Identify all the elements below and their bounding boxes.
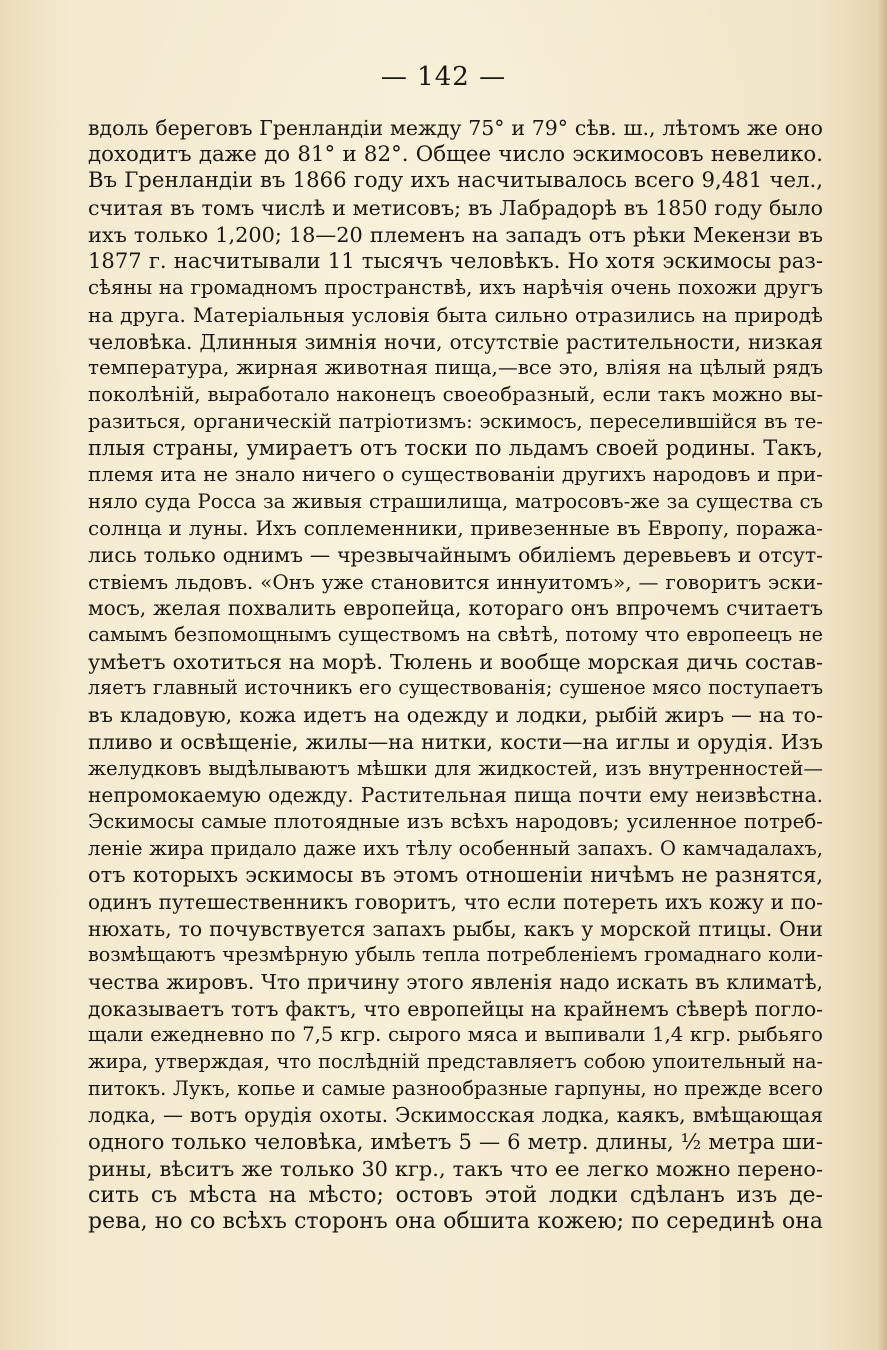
text-line: желудковъ выдѣлываютъ мѣшки для жидкостей, изъ внутренностей— [88,756,823,780]
text-line: ствіемъ льдовъ. «Онъ уже становится иннуитомъ», — говоритъ эски- [88,569,823,594]
text-line: температура, жирная животная пища,—все это, вліяя на цѣлый рядъ [88,356,823,380]
text-line: рева, но со всѣхъ сторонъ она обшита кожею; по серединѣ она [88,1209,823,1235]
text-line: сѣяны на громадномъ пространствѣ, ихъ нарѣчія очень похожи другъ [88,276,823,300]
text-line: доходитъ даже до 81° и 82°. Общее число эскимосовъ невелико. [88,141,823,167]
text-line: питокъ. Лукъ, копье и самые разнообразные гарпуны, но прежде всего [88,1076,823,1100]
text-line: на друга. Матеріальныя условія быта сильно отразились на природѣ [88,302,823,327]
page-number: — 142 — [380,62,507,92]
text-line: поколѣній, выработало наконецъ своеобразный, если такъ можно вы- [88,382,823,406]
text-line: нюхать, то почувствуется запахъ рыбы, какъ у морской птицы. Они [88,916,823,941]
text-line: няло суда Росса за живыя страшилища, матросовъ-же за существа съ [88,489,823,513]
text-line: отъ которыхъ эскимосы въ этомъ отношеніи ничѣмъ не разнятся, [88,863,823,888]
text-line: пливо и освѣщеніе, жилы—на нитки, кости—на иглы и орудія. Изъ [88,729,823,754]
text-line: племя ита не знало ничего о существованіи другихъ народовъ и при- [88,462,823,486]
page-edge-shadow [877,0,887,1350]
text-line: чества жировъ. Что причину этого явленія надо искать въ климатѣ, [88,970,823,994]
text-line: лись только однимъ — чрезвычайнымъ обиліемъ деревьевъ и отсут- [88,543,823,567]
text-line: ляетъ главный источникъ его существованія; сушеное мясо поступаетъ [88,676,823,700]
body-text [88,115,823,1236]
text-line: Въ Гренландіи въ 1866 году ихъ насчитывалось всего 9,481 чел., [88,168,823,194]
text-line: плыя страны, умираетъ отъ тоски по льдамъ своей родины. Такъ, [88,435,823,461]
text-line: считая въ томъ числѣ и метисовъ; въ Лабрадорѣ въ 1850 году было [88,196,823,221]
text-line: жира, утверждая, что послѣдній представляетъ собою упоительный на- [88,1050,823,1074]
text-line: умѣетъ охотиться на морѣ. Тюлень и вообще морская дичь состав- [88,649,823,674]
text-line: возмѣщаютъ чрезмѣрную убыль тепла потребленіемъ громаднаго коли- [88,943,823,967]
text-line: человѣка. Длинныя зимнія ночи, отсутствіе растительности, низкая [88,329,823,354]
text-line: непромокаемую одежду. Растительная пища почти ему неизвѣстна. [88,783,823,808]
text-line: леніе жира придало даже ихъ тѣлу особенный запахъ. О камчадалахъ, [88,836,823,860]
text-line: лодка, — вотъ орудія охоты. Эскимосская лодка, каякъ, вмѣщающая [88,1103,823,1128]
text-line: ихъ только 1,200; 18—20 племенъ на западъ отъ рѣки Мекензи въ [88,222,823,247]
text-line: солнца и луны. Ихъ соплеменники, привезенные въ Европу, поража- [88,516,823,541]
text-line: 1877 г. насчитывали 11 тысячъ человѣкъ. Но хотя эскимосы раз- [88,248,823,274]
text-line: разиться, органическій патріотизмъ: эскимосъ, переселившійся въ те- [88,409,823,433]
text-line: въ кладовую, кожа идетъ на одежду и лодки, рыбій жиръ — на то- [88,703,823,728]
text-line: доказываетъ тотъ фактъ, что европейцы на крайнемъ сѣверѣ погло- [88,996,823,1021]
text-line: вдоль береговъ Гренландіи между 75° и 79° сѣв. ш., лѣтомъ же оно [88,116,823,140]
text-line: рины, вѣситъ же только 30 кгр., такъ что ее легко можно перено- [88,1156,823,1181]
text-line: одинъ путешественникъ говоритъ, что если потереть ихъ кожу и по- [88,889,823,914]
text-line: щали ежедневно по 7,5 кгр. сырого мяса и выпивали 1,4 кгр. рыбьяго [88,1023,823,1047]
text-line: сить съ мѣста на мѣсто; остовъ этой лодки сдѣланъ изъ де- [88,1182,823,1208]
text-line: самымъ безпомощнымъ существомъ на свѣтѣ, потому что европеецъ не [88,623,823,647]
text-line: мосъ, желая похвалить европейца, котораго онъ впрочемъ считаетъ [88,596,823,621]
text-line: Эскимосы самые плотоядные изъ всѣхъ народовъ; усиленное потреб- [88,809,823,833]
text-line: одного только человѣка, имѣетъ 5 — 6 метр. длины, ½ метра ши- [88,1129,823,1155]
